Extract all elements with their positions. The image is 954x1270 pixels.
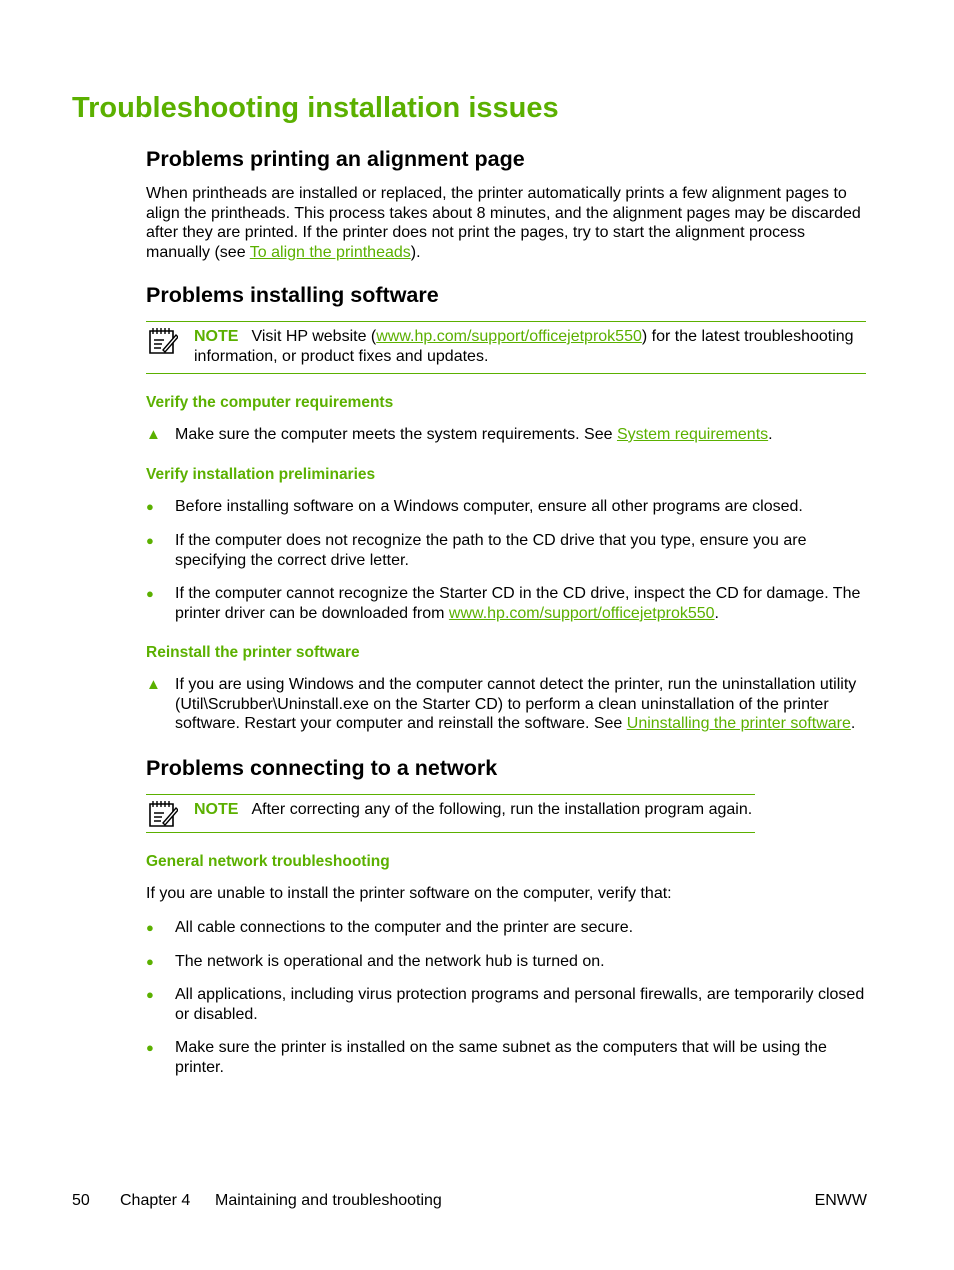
note-pad-icon (146, 799, 178, 831)
circle-bullet-icon: ● (146, 586, 154, 601)
list-item-text-start: If the computer cannot recognize the Starter CD in the CD drive, inspect the CD for damage. The printer driver can be downloaded from (175, 585, 861, 622)
list-item-text-end: . (714, 604, 719, 622)
step-text-start: If you are using Windows and the computer cannot detect the printer, run the uninstallation utility (Util\Scrubber\Uninstall.exe on the Starter CD) to perform a clean uninstallation of the printer software. Restart your computer and reinstall the software. See (175, 676, 857, 732)
footer-page-number: 50 (72, 1192, 90, 1209)
footer-locale: ENWW (814, 1192, 867, 1209)
circle-bullet-icon: ● (146, 954, 154, 969)
subheading-general-network: General network troubleshooting (146, 853, 390, 870)
triangle-step-icon: ▲ (146, 676, 161, 693)
footer-chapter: Chapter 4 (120, 1192, 191, 1209)
step-text (175, 425, 869, 445)
list-item-text: If the computer does not recognize the path to the CD drive that you type, ensure you are specifying the correct drive letter. (175, 532, 807, 569)
note-pad-icon (146, 326, 178, 358)
triangle-step-icon: ▲ (146, 426, 161, 443)
list-item-text: Make sure the printer is installed on the same subnet as the computers that will be using the printer. (175, 1039, 827, 1076)
note-label: NOTE (194, 328, 239, 345)
note-box-software (146, 321, 866, 374)
subheading-verify-preliminaries: Verify installation preliminaries (146, 466, 376, 483)
circle-bullet-icon: ● (146, 987, 154, 1002)
circle-bullet-icon: ● (146, 1040, 154, 1055)
list-item-text: All applications, including virus protection programs and personal firewalls, are temporarily closed or disabled. (175, 986, 865, 1023)
link-hp-support-driver[interactable]: www.hp.com/support/officejetprok550 (448, 604, 715, 622)
step-text (175, 675, 869, 734)
note-label: NOTE (194, 801, 239, 818)
step-text-start: Make sure the computer meets the system requirements. See (175, 426, 617, 443)
note-text-software (194, 327, 866, 366)
list-item-text (175, 584, 869, 623)
link-system-requirements[interactable]: System requirements (616, 426, 769, 443)
alignment-paragraph (146, 184, 868, 262)
subheading-verify-requirements: Verify the computer requirements (146, 394, 394, 411)
footer-chapter-title: Maintaining and troubleshooting (215, 1192, 442, 1209)
link-hp-support-note[interactable]: www.hp.com/support/officejetprok550 (376, 328, 642, 345)
note-text-start: Visit HP website ( (251, 328, 377, 345)
note-text: After correcting any of the following, run the installation program again. (251, 801, 753, 818)
list-item-text: All cable connections to the computer and the printer are secure. (175, 919, 634, 936)
link-uninstalling-printer-software[interactable]: Uninstalling the printer software (626, 715, 851, 732)
circle-bullet-icon: ● (146, 499, 154, 514)
list-item-text: Before installing software on a Windows computer, ensure all other programs are closed. (175, 498, 803, 515)
section-heading-network: Problems connecting to a network (146, 756, 498, 780)
note-text-network (194, 800, 755, 820)
section-heading-software: Problems installing software (146, 283, 439, 307)
network-intro: If you are unable to install the printer software on the computer, verify that: (146, 885, 672, 902)
alignment-text-end: ). (410, 243, 421, 261)
alignment-text: When printheads are installed or replaced, the printer automatically prints a few alignment pages to align the printheads. This process takes about 8 minutes, and the alignment pages may be discarded after they are printed. If the printer does not print the pages, try to start the alignment process manually (see (146, 185, 861, 261)
step-text-end: . (850, 715, 856, 732)
subheading-reinstall: Reinstall the printer software (146, 644, 360, 661)
step-text-end: . (768, 426, 773, 443)
circle-bullet-icon: ● (146, 920, 154, 935)
note-text-end: ) for the latest troubleshooting information, or product fixes and updates. (194, 328, 854, 365)
link-align-printheads[interactable]: To align the printheads (249, 243, 411, 261)
note-box-network (146, 794, 755, 833)
section-heading-alignment: Problems printing an alignment page (146, 147, 525, 171)
page-title: Troubleshooting installation issues (72, 92, 559, 124)
list-item-text: The network is operational and the network hub is turned on. (175, 953, 605, 970)
circle-bullet-icon: ● (146, 533, 154, 548)
